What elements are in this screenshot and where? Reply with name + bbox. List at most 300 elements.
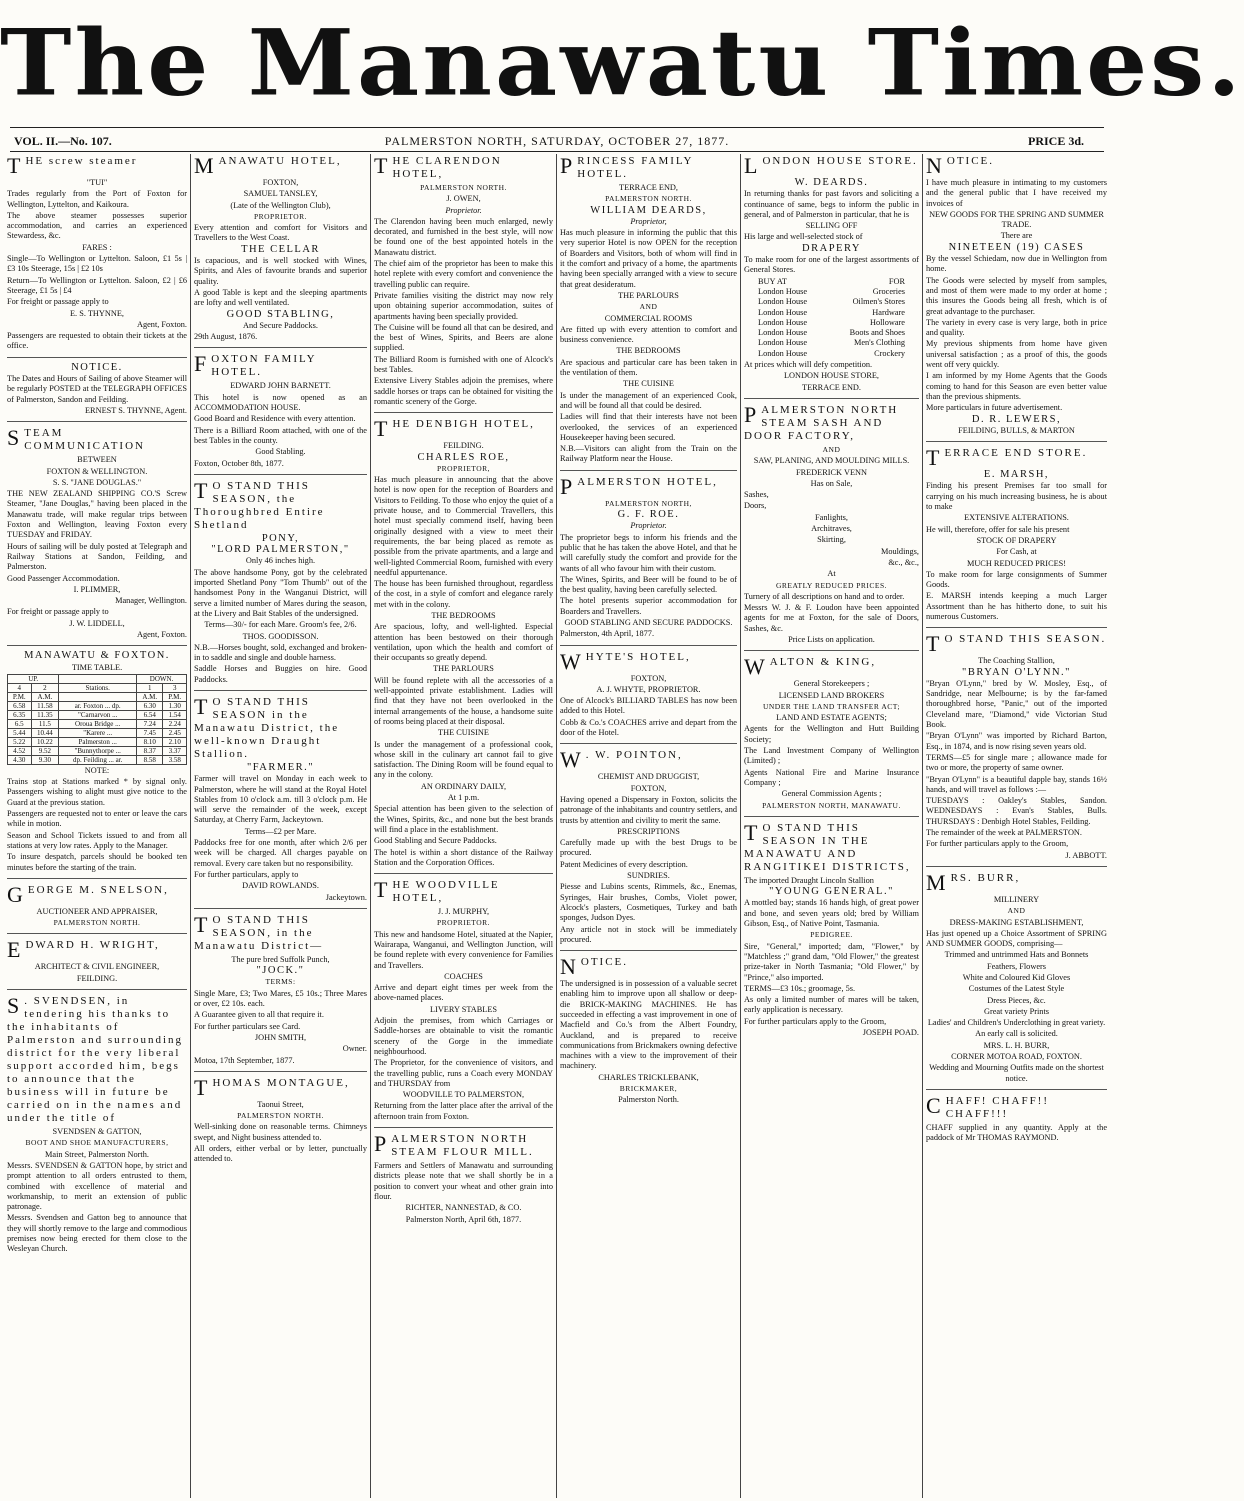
store-name: London House	[758, 348, 808, 358]
ad-heading	[374, 879, 553, 905]
drop-initial: P	[560, 473, 575, 499]
ad-line: EXTENSIVE ALTERATIONS.	[964, 513, 1069, 523]
train-time: 1.30	[163, 701, 187, 710]
ad-paragraph: The house has been furnished throughout, regardless of the cost, in a style of comfort and elegance rarely met with in the colony.	[374, 579, 553, 609]
goods-category: Men's Clothing	[853, 338, 905, 348]
ad-line: COMMERCIAL ROOMS	[604, 313, 693, 323]
column-5	[740, 154, 922, 1498]
ad-line: "YOUNG GENERAL."	[769, 886, 894, 898]
train-time: 10.44	[31, 728, 59, 737]
ad-line: TERMS:	[265, 977, 296, 987]
ad-line: I. PLIMMER,	[73, 584, 121, 594]
ad-heading	[7, 937, 187, 963]
ad-paragraph: Single—To Wellington or Lyttelton. Saloon, £1 5s | £3 10s Steerage, 15s | £2 10s	[7, 254, 187, 274]
column-2	[190, 154, 370, 1498]
ad-line: JOSEPH POAD.	[862, 1028, 919, 1037]
ad-paragraph: A mottled bay; stands 16 hands high, of great power and bone, and seven years old; bred by William Gibson, Esq., of Native Point, Tasmania.	[744, 898, 919, 929]
ad-line: LONDON HOUSE STORE,	[783, 371, 880, 381]
ad-paragraph: N.B.—Visitors can alight from the Train on the Railway Platform near the House.	[560, 444, 737, 464]
ad-paragraph: To make room for one of the largest assortments of General Stores.	[744, 255, 919, 275]
ad-line: The pure bred Suffolk Punch,	[231, 954, 330, 964]
station-name: Palmerston ...	[59, 737, 137, 746]
store-name: London House	[758, 338, 808, 348]
ad-paragraph: The variety in every case is very large, both in price and quality.	[926, 317, 1107, 338]
ad-paragraph: At prices which will defy competition.	[744, 360, 873, 370]
time-unit: P.M.	[163, 692, 187, 701]
ad-line: AND	[822, 444, 841, 454]
ad-heading	[374, 155, 553, 181]
ad-paragraph: There is a Billiard Room attached, with one of the best Tables in the county.	[194, 425, 367, 445]
ad-paragraph: For further particulars apply to the Groom,	[744, 1016, 887, 1026]
ad-heading	[560, 747, 737, 773]
store-name: London House	[758, 297, 808, 307]
ad-line: EDWARD JOHN BARNETT.	[230, 381, 331, 391]
advertisement	[7, 363, 187, 422]
ad-line: Proprietor.	[445, 205, 482, 215]
ad-line: PALMERSTON NORTH.	[53, 918, 141, 928]
ad-paragraph: Trains stop at Stations marked * by signal only. Passengers wishing to alight must give notice to the Guard at the previous station.	[7, 777, 187, 807]
ad-paragraph: In returning thanks for past favors and soliciting a continuance of same, begs to inform the public in general, and of Palmerston in particular, that he is	[744, 189, 919, 219]
ad-line: "FARMER."	[246, 761, 315, 773]
ad-paragraph: THE NEW ZEALAND SHIPPING CO.'S Screw Steamer, "Jane Douglas," having been placed in the Manawatu trade, will make regular trips between Foxton and Wellington, leaving Foxton every TUESDAY and FRIDAY.	[7, 489, 187, 540]
ad-paragraph: Is capacious, and is well stocked with Wines, Spirits, and Ales of favourite brands and superior quality.	[194, 256, 367, 286]
train-time: 7.24	[137, 719, 163, 728]
ad-paragraph: I am informed by my Home Agents that the Goods coming to hand for this Season are even better value than the previous shipments.	[926, 371, 1107, 401]
blank-cell	[59, 674, 137, 683]
down-label: DOWN.	[137, 674, 187, 683]
ad-paragraph: Messrs. Svendsen and Gatton beg to announce that they will shortly remove to the large and commodious premises now being erected for them close to the Wesleyan Church.	[7, 1213, 187, 1254]
ad-heading	[560, 155, 737, 181]
ad-line: A. J. WHYTE, PROPRIETOR.	[596, 684, 701, 694]
goods-list-item	[744, 287, 919, 297]
ad-heading-text: ERRACE END STORE.	[944, 447, 1088, 460]
train-time: 11.5	[31, 719, 59, 728]
ad-heading	[744, 819, 919, 874]
ad-paragraph: The chief aim of the proprietor has been to make this hotel replete with every comfort and convenience the travelling public can require.	[374, 259, 553, 289]
ad-heading-text: ONDON HOUSE STORE.	[762, 155, 918, 167]
list-head-right: FOR	[888, 276, 905, 286]
ad-line: SAMUEL TANSLEY,	[243, 189, 318, 199]
train-time: 7.45	[137, 728, 163, 737]
ad-line: (Late of the Wellington Club),	[230, 200, 331, 210]
ad-line: AND	[1007, 906, 1026, 916]
goods-category: Oilmen's Stores	[852, 297, 905, 307]
ad-heading-text: O STAND THIS SEASON.	[944, 633, 1107, 646]
ad-heading	[194, 153, 367, 178]
drop-initial: T	[744, 819, 760, 845]
ad-line: NINETEEN (19) CASES	[948, 241, 1085, 253]
drop-initial: T	[194, 477, 210, 503]
ad-paragraph: Palmerston, 4th April, 1877.	[560, 629, 655, 639]
ad-line: E. MARSH,	[983, 469, 1050, 481]
station-name: "Carnarvon ...	[59, 710, 137, 719]
goods-list-item	[744, 349, 919, 359]
train-time: 9.30	[31, 755, 59, 764]
ad-line: Fanlights,	[815, 512, 848, 522]
ad-line: THE BEDROOMS	[616, 346, 681, 356]
ad-line: Palmerston North, April 6th, 1877.	[405, 1214, 522, 1224]
station-name: "Bunnythorpe ...	[59, 746, 137, 755]
ad-line: GREATLY REDUCED PRICES.	[775, 580, 888, 590]
ad-heading	[926, 1092, 1107, 1121]
timetable-row	[8, 710, 187, 719]
ad-line: Has on Sale,	[810, 478, 853, 488]
ad-line: FEILDING, BULLS, & MARTON	[958, 425, 1075, 435]
ad-line: Wedding and Mourning Outfits made on the shortest notice.	[929, 1063, 1104, 1083]
advertisement	[926, 1092, 1107, 1149]
advertisement	[194, 155, 367, 348]
ad-line: At	[827, 569, 836, 579]
ad-paragraph: Single Mare, £3; Two Mares, £5 10s.; Three Mares or over, £2 10s. each.	[194, 988, 367, 1009]
ad-heading-text: O STAND THIS SEASON, the Thoroughbred Entire Shetland	[194, 479, 325, 531]
drop-initial: N	[926, 153, 944, 178]
ad-heading-text: O STAND THIS SEASON in the Manawatu District, the well-known Draught Stallion.	[194, 695, 340, 760]
ad-line: Palmerston North.	[618, 1095, 679, 1105]
ad-line: Owner.	[342, 1044, 367, 1054]
ad-heading-text: EORGE M. SNELSON,	[27, 883, 169, 896]
ad-paragraph: Piesse and Lubins scents, Rimmels, &c., Enemas, Syringes, Hair brushes, Combs, Violet power, Alcock's plasters, Cosmetiques, Turkey and bath sponges, Judson Dyes.	[560, 882, 737, 923]
ad-line: DRESS-MAKING ESTABLISHMENT,	[949, 917, 1084, 927]
drop-initial: T	[374, 877, 390, 903]
store-name: London House	[758, 286, 808, 296]
train-time: 5.44	[8, 728, 32, 737]
ad-heading-text: HE WOODVILLE HOTEL,	[392, 879, 500, 905]
ad-heading-text: ALMERSTON NORTH STEAM SASH AND DOOR FACTORY,	[744, 403, 899, 442]
ad-paragraph: Is under the management of a professional cook, whose skill in the culinary art cannot fail to give satisfaction. The Dining Room will be found equal to any in the colony.	[374, 739, 553, 780]
ad-heading	[7, 427, 187, 453]
ad-paragraph: Are spacious, lofty, and well-lighted. Especial attention has been bestowed on their thorough ventilation, upon which the health and comfort of their occupants so greatly depend.	[374, 622, 553, 663]
station-name: Oroua Bridge ...	[59, 719, 137, 728]
ad-line: Architraves,	[811, 524, 852, 534]
ad-heading	[7, 995, 187, 1125]
ad-heading-text: O STAND THIS SEASON, in the Manawatu District—	[194, 913, 324, 952]
ad-line: Great variety Prints	[984, 1006, 1049, 1016]
ad-heading	[7, 881, 187, 907]
ad-heading	[926, 153, 1107, 178]
drop-initial: G	[7, 881, 25, 907]
ad-line: "LORD PALMERSTON,"	[211, 544, 350, 556]
ad-line: S. S. "JANE DOUGLAS."	[52, 477, 142, 487]
ad-paragraph: One of Alcock's BILLIARD TABLES has now been added to this Hotel.	[560, 696, 737, 716]
ad-paragraph: The Wines, Spirits, and Beer will be found to be of the best quality, having been carefully selected.	[560, 574, 737, 595]
ad-paragraph: Agents for the Wellington and Hutt Building Society;	[744, 724, 919, 744]
time-unit: A.M.	[137, 692, 163, 701]
ad-heading	[374, 416, 553, 442]
ad-heading	[560, 473, 737, 499]
ad-heading-text: HE DENBIGH HOTEL,	[392, 418, 535, 431]
ad-line: FEILDING.	[76, 973, 118, 983]
ad-line: WOODVILLE TO PALMERSTON,	[402, 1090, 525, 1100]
ad-paragraph: He will, therefore, offer for sale his present	[926, 524, 1070, 534]
advertisement	[7, 427, 187, 646]
advertisement	[560, 648, 737, 745]
ad-paragraph: The above steamer possesses superior accommodation, and carries an experienced Stewardess, &c.	[7, 210, 187, 241]
ad-heading	[194, 353, 367, 379]
ad-paragraph: Messrs W. J. & F. Loudon have been appointed agents for me at Foxton, for the sale of Doors, Sashes, &c.	[744, 603, 919, 633]
train-time: 8.10	[137, 737, 163, 746]
ad-paragraph: All orders, either verbal or by letter, punctually attended to.	[194, 1144, 367, 1164]
ad-line: GOOD STABLING,	[226, 308, 335, 320]
ad-line: UNDER THE LAND TRANSFER ACT;	[762, 701, 901, 711]
ad-line: Jackeytown.	[325, 892, 367, 902]
drop-initial: F	[194, 351, 209, 377]
ad-heading-text: . W. POINTON,	[585, 749, 683, 762]
advertisement	[7, 651, 187, 879]
ad-line: SVENDSEN & GATTON,	[52, 1127, 142, 1137]
store-name: London House	[758, 307, 808, 317]
ad-line: NOTICE.	[71, 361, 123, 373]
ad-paragraph: The proprietor begs to inform his friends and the public that he has taken the above Hotel, and that he will carefully study the comfort and provide for the wants of all who favour him with their custom.	[560, 532, 737, 573]
ad-line: General Storekeepers ;	[793, 679, 870, 689]
ad-line: ERNEST S. THYNNE, Agent.	[84, 405, 187, 415]
ad-paragraph: Adjoin the premises, from which Carriages or Saddle-horses are obtainable to visit the romantic scenery of the Gorge in the immediate neighbourhood.	[374, 1016, 553, 1056]
ad-paragraph: "Bryan O'Lynn" was imported by Richard Barton, Esq., in 1874, and is now rising seven years old.	[926, 731, 1107, 751]
train-time: 6.58	[8, 701, 32, 710]
ad-line: PONY,	[261, 532, 300, 544]
ad-paragraph: For freight or passage apply to	[7, 297, 109, 307]
ad-paragraph: To make room for large consignments of Summer Goods.	[926, 569, 1107, 590]
ad-line: LIVERY STABLES	[429, 1004, 498, 1014]
ad-heading	[744, 153, 919, 178]
goods-category: Crockery	[874, 348, 905, 358]
ad-paragraph: Special attention has been given to the selection of the Wines, Spirits, &c., and none but the best brands will find a place in the establishment.	[374, 804, 553, 834]
ad-line: PALMERSTON NORTH,	[605, 498, 692, 508]
ad-line: COACHES	[444, 971, 483, 981]
advertisement	[7, 155, 187, 358]
advertisement	[560, 473, 737, 646]
ad-heading-text: ANAWATU HOTEL,	[218, 155, 342, 167]
ad-heading-text: ALTON & KING,	[769, 656, 877, 669]
ad-line: THE PARLOURS	[433, 664, 494, 674]
train-time: 1.54	[163, 710, 187, 719]
store-name: London House	[758, 317, 808, 327]
ad-paragraph: Private families visiting the district may now rely upon obtaining superior accommodation, suites of apartments having been specially provided.	[374, 290, 553, 321]
ad-line: FOXTON,	[262, 178, 299, 187]
advertisement	[7, 881, 187, 935]
ad-paragraph: The Cuisine will be found all that can be desired, and the best of Wines, Spirits, and Beers are alone supplied.	[374, 322, 553, 353]
goods-category: Groceries	[872, 286, 905, 296]
advertisement	[194, 1074, 367, 1170]
ad-line: Agent, Foxton.	[136, 319, 187, 329]
ad-paragraph: My previous shipments from home have given universal satisfaction ; as a proof of this, the goods went off very quickly.	[926, 339, 1107, 370]
ad-line: CHEMIST AND DRUGGIST,	[597, 772, 700, 782]
advertisement	[744, 401, 919, 651]
ad-line: Manager, Wellington.	[115, 596, 187, 606]
ad-paragraph: Arrive and depart eight times per week from the above-named places.	[374, 983, 553, 1003]
drop-initial: M	[194, 153, 216, 178]
ad-paragraph: Saddle Horses and Buggies on hire. Good Paddocks.	[194, 664, 367, 684]
ad-line: TERRACE END.	[802, 382, 861, 392]
ad-paragraph: The above handsome Pony, got by the celebrated imported Shetland Pony "Tom Thumb" out of the handsomest Pony in the Wanganui District, will serve a limited number of Mares during the season, at the Livery and Bait Stables of the undersigned.	[194, 567, 367, 618]
ad-paragraph: His large and well-selected stock of	[744, 232, 863, 242]
ad-line: FOXTON,	[630, 783, 667, 793]
ad-paragraph: This new and handsome Hotel, situated at the Napier, Wairarapa, Wanganui, and Wellington Junction, will be found replete with every convenience for Families and Travellers.	[374, 929, 553, 970]
advertisement	[194, 477, 367, 691]
ad-line: LICENSED LAND BROKERS	[778, 690, 885, 700]
train-number: 1	[137, 683, 163, 692]
train-time: 4.52	[8, 746, 32, 755]
ad-paragraph: Sashes,	[744, 490, 769, 500]
train-time: 6.35	[8, 710, 32, 719]
ad-line: J. J. MURPHY,	[437, 907, 490, 917]
ad-heading-text: O STAND THIS SEASON IN THE MANAWATU AND RANGITIKEI DISTRICTS,	[744, 821, 911, 873]
ad-paragraph: TERMS—£5 for single mare ; allowance made for two or more, the property of same owner.	[926, 752, 1107, 773]
station-name: ar. Foxton ... dp.	[59, 701, 137, 710]
advertisement	[194, 353, 367, 474]
timetable-row	[8, 719, 187, 728]
drop-initial: N	[560, 954, 578, 980]
advertisement	[560, 155, 737, 471]
store-name: London House	[758, 328, 808, 338]
goods-category: Holloware	[869, 317, 905, 327]
ad-paragraph: Trades regularly from the Port of Foxton for Wellington, Lyttelton, and Kaikoura.	[7, 189, 187, 209]
drop-initial: W	[744, 654, 767, 680]
train-time: 9.52	[31, 746, 59, 755]
ad-line: MILLINERY	[993, 894, 1040, 904]
train-number: 3	[163, 683, 187, 692]
ad-heading-text: OXTON FAMILY HOTEL.	[211, 353, 317, 379]
ad-paragraph: The imported Draught Lincoln Stallion	[744, 875, 874, 885]
ad-line: E. S. THYNNE,	[69, 308, 124, 318]
ad-line: SELLING OFF	[805, 221, 858, 231]
ad-paragraph: Paddocks free for one month, after which 2/6 per week will be charged. All charges payable on removal. Every care taken but no responsibility.	[194, 838, 367, 868]
ad-paragraph: To insure despatch, parcels should be booked ten minutes before the starting of the train.	[7, 852, 187, 872]
ad-line: BRICKMAKER,	[619, 1084, 678, 1094]
ad-line: J. OWEN,	[446, 194, 481, 204]
column-1	[4, 154, 190, 1498]
ad-line: THE CUISINE	[623, 379, 674, 389]
ad-line: Proprietor,	[630, 216, 667, 226]
ad-line: ARCHITECT & CIVIL ENGINEER,	[34, 962, 160, 972]
masthead-rule	[10, 127, 1104, 128]
train-time: 10.22	[31, 737, 59, 746]
ad-paragraph: The hotel is within a short distance of the Railway Station and the Corporation Offices.	[374, 847, 553, 867]
ad-paragraph: More particulars in future advertisement.	[926, 403, 1063, 413]
timetable-row	[8, 728, 187, 737]
ad-line: J. W. LIDDELL,	[69, 618, 125, 628]
train-time: 6.54	[137, 710, 163, 719]
ad-line: Terms—30/- for each Mare. Groom's fee, 2/6.	[204, 620, 357, 630]
ad-line: AND	[639, 302, 658, 312]
volume-number: VOL. II.—No. 107.	[14, 134, 112, 148]
train-time: 6.30	[137, 701, 163, 710]
ad-line: Skirting,	[817, 535, 846, 545]
ad-paragraph: Good Board and Residence with every attention.	[194, 414, 356, 424]
drop-initial: S	[7, 993, 22, 1019]
ad-line: FARES :	[82, 242, 112, 252]
drop-initial: T	[374, 153, 390, 178]
ad-paragraph: Hours of sailing will be duly posted at Telegraph and Railway Stations at Sandon, Feilding, and Palmerston.	[7, 541, 187, 572]
ad-line: White and Coloured Kid Gloves	[962, 973, 1071, 982]
ad-line: PROPRIETOR.	[253, 211, 308, 221]
issue-price: PRICE 3d.	[1027, 134, 1084, 148]
ad-line: At 1 p.m.	[447, 793, 480, 803]
ad-line: Costumes of the Latest Style	[968, 984, 1065, 994]
drop-initial: M	[926, 869, 948, 895]
train-time: 4.30	[8, 755, 32, 764]
drop-initial: P	[374, 1131, 389, 1157]
ad-paragraph: Extensive Livery Stables adjoin the premises, where saddle horses or traps can be obtained for visiting the romantic scenery of the Gorge.	[374, 376, 553, 406]
ad-line: DRAPERY	[802, 242, 861, 254]
train-time: 2.10	[163, 737, 187, 746]
drop-initial: P	[560, 153, 575, 178]
drop-initial: E	[7, 937, 23, 963]
ad-line: MUCH REDUCED PRICES!	[966, 558, 1067, 568]
ad-line: SAW, PLANING, AND MOULDING MILLS.	[753, 456, 910, 466]
ad-paragraph: By the vessel Schiedam, now due in Wellington from home.	[926, 254, 1107, 274]
ad-line: Ladies' and Children's Underclothing in great variety.	[927, 1018, 1106, 1028]
ad-heading-text: HYTE'S HOTEL,	[585, 650, 691, 663]
ad-heading-text: HAFF! CHAFF!! CHAFF!!!	[945, 1094, 1050, 1120]
ad-line: The Coaching Stallion,	[978, 656, 1055, 666]
advertisement	[926, 633, 1107, 867]
ad-heading	[926, 445, 1107, 471]
advertisement	[374, 1133, 553, 1230]
dateline-rule	[10, 151, 1104, 152]
goods-list-header	[744, 277, 919, 287]
ad-line: There are	[1000, 231, 1033, 241]
ad-line: W. DEARDS.	[794, 177, 869, 188]
advertisement	[744, 155, 919, 399]
ad-paragraph: The remainder of the week at PALMERSTON.	[926, 828, 1082, 838]
ad-paragraph: A Guarantee given to all that require it.	[194, 1010, 324, 1020]
ad-paragraph: This hotel is now opened as an ACCOMMODATION HOUSE.	[194, 392, 367, 413]
ad-paragraph: The Dates and Hours of Sailing of above Steamer will be regularly POSTED at the TELEGRAPH OFFICES of Palmerston, Sandon and Feilding.	[7, 374, 187, 404]
newspaper-title: The Manawatu Times.	[0, 8, 1244, 117]
train-time: 3.58	[163, 755, 187, 764]
ad-line: FOXTON & WELLINGTON.	[46, 466, 148, 476]
time-unit: A.M.	[31, 692, 59, 701]
ad-paragraph: Messrs. SVENDSEN & GATTON hope, by strict and prompt attention to all orders entrusted to them, combined with excellence of material and workmanship, to merit an extension of public patronage.	[7, 1160, 187, 1212]
advertisement	[7, 939, 187, 990]
ad-line: FREDERICK VENN	[795, 467, 868, 477]
issue-date: PALMERSTON NORTH, SATURDAY, OCTOBER 27, 1877.	[384, 134, 730, 148]
ad-paragraph: Agents National Fire and Marine Insurance Company ;	[744, 767, 919, 787]
goods-list	[744, 277, 919, 359]
advertisement	[374, 418, 553, 874]
station-name: "Karere ...	[59, 728, 137, 737]
drop-initial: T	[7, 153, 23, 178]
ad-paragraph: Are spacious and particular care has been taken in the ventilation of them.	[560, 357, 737, 378]
ad-paragraph: Will be found replete with all the accessories of a well-appointed private establishment. Ladies will find that they have not been overlooked in the internal arrangements of the house, a handsome suite of rooms being placed at their disposal.	[374, 675, 553, 726]
drop-initial: S	[7, 425, 22, 451]
ad-line: Feathers, Flowers	[987, 961, 1046, 971]
list-head-left: BUY AT	[758, 276, 787, 286]
ad-paragraph: Good Passenger Accommodation.	[7, 573, 120, 583]
ad-paragraph: Is under the management of an experienced Cook, and will be found all that could be desired.	[560, 390, 737, 410]
ad-line: MANAWATU & FOXTON.	[24, 650, 170, 662]
ad-paragraph: For freight or passage apply to	[7, 607, 109, 617]
ad-paragraph: I have much pleasure in intimating to my customers and the general public that I have received my invoices of	[926, 178, 1107, 208]
ad-line: CHARLES ROE,	[417, 451, 510, 463]
ad-paragraph: Well-sinking done on reasonable terms. Chimneys swept, and Night business attended to.	[194, 1122, 367, 1142]
ad-line: STOCK OF DRAPERY	[976, 535, 1057, 545]
drop-initial: T	[194, 1074, 210, 1100]
ad-paragraph: Returning from the latter place after the arrival of the afternoon train from Foxton.	[374, 1101, 553, 1121]
ad-heading	[374, 1133, 553, 1159]
ad-line: J. ABBOTT.	[1065, 850, 1107, 860]
ad-heading-text: OTICE.	[580, 956, 629, 969]
ad-line: Taonui Street,	[257, 1099, 304, 1109]
goods-list-item	[744, 338, 919, 348]
ad-paragraph: Farmers and Settlers of Manawatu and surrounding districts please note that we shall shortly be in a position to convert your wheat and other grain into flour.	[374, 1161, 553, 1201]
ad-line: FEILDING.	[443, 441, 484, 451]
masthead	[0, 0, 1244, 124]
ad-paragraph: N.B.—Horses bought, sold, exchanged and broken-in to saddle and single and double harness.	[194, 642, 367, 663]
ad-paragraph: The Billiard Room is furnished with one of Alcock's best Tables.	[374, 354, 553, 375]
ad-paragraph: Patent Medicines of every description.	[560, 859, 688, 869]
ad-paragraph: Good Stabling and Secure Paddocks.	[374, 836, 497, 846]
